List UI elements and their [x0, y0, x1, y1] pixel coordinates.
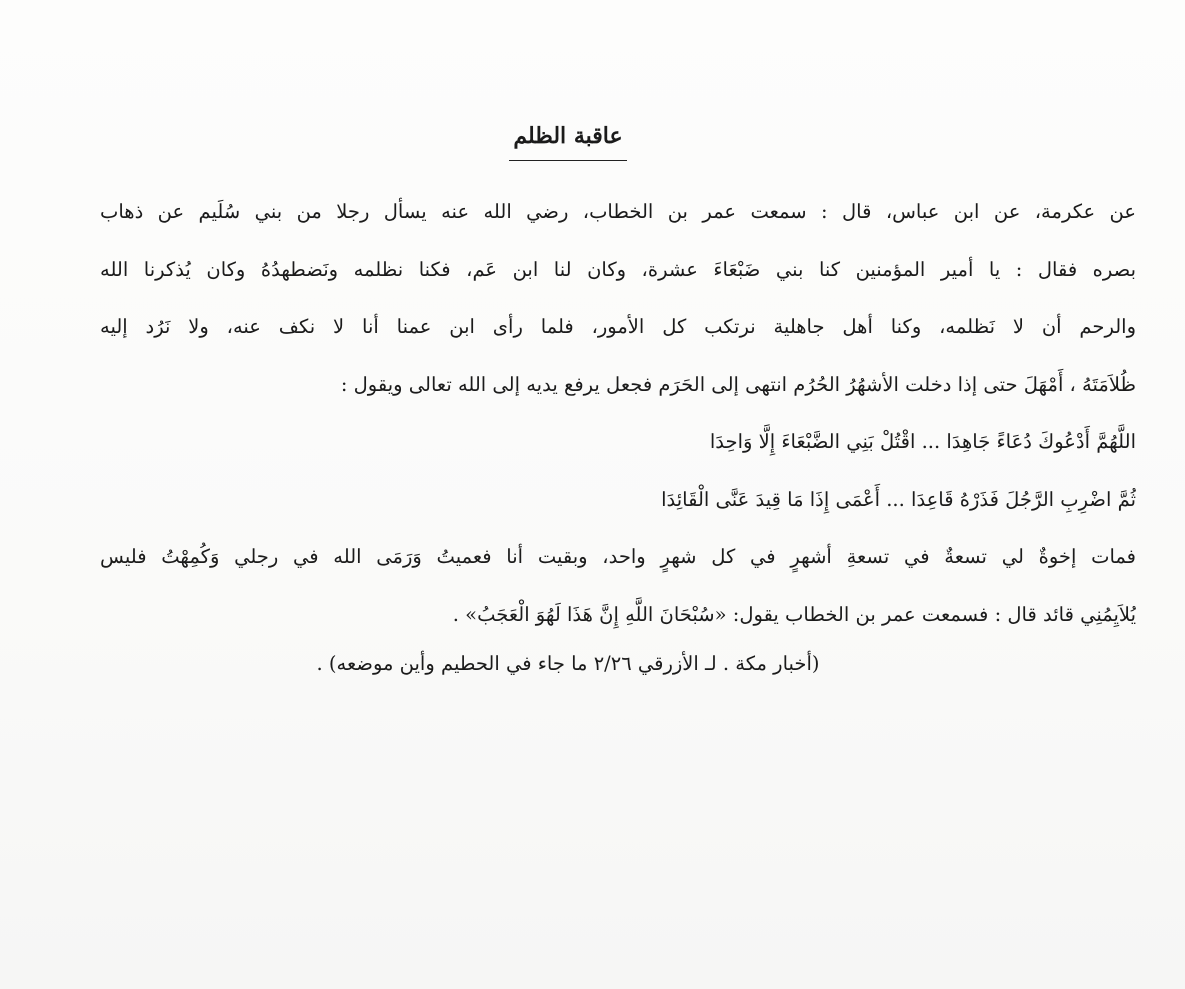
poem-line: ثُمَّ اضْرِبِ الرَّجُلَ فَذَرْهُ قَاعِدَا ... أَعْمَى إِذَا مَا قِيدَ عَنَّى الْقَائِدَا: [661, 487, 1136, 511]
document-title: [0, 116, 1136, 161]
text-line: يُلاَيِمُنِي قائد قال : فسمعت عمر بن الخطاب يقول: «سُبْحَانَ اللَّهِ إِنَّ هَذَا لَهُوَ الْعَجَبُ» .: [452, 602, 1136, 626]
text-line: عن عكرمة، عن ابن عباس، قال : سمعت عمر بن الخطاب، رضي الله عنه يسأل رجلا من بني سُلَيم عن ذهاب: [100, 200, 1136, 223]
poem-line: اللَّهُمَّ أَدْعُوكَ دُعَاءً جَاهِدَا ... اقْتُلْ بَنِي الضَّبْعَاءَ إِلَّا وَاحِدَا: [709, 430, 1136, 453]
text-line: ظُلاَمَتَهُ ، أَمْهَلَ حتى إذا دخلت الأشهُرُ الحُرُم انتهى إلى الحَرَم فجعل يرفع يديه إلى الله تعالى ويقول :: [340, 372, 1136, 396]
text-line: فمات إخوةٌ لي تسعةٌ في تسعةِ أشهرٍ في كل شهرٍ واحد، وبقيت أنا فعميتُ وَرَمَى الله في رجلي وَكُمِهْتُ فليس: [100, 545, 1136, 568]
text-line: والرحم أن لا نَظلمه، وكنا أهل جاهلية نرتكب كل الأمور، فلما رأى ابن عمنا أنا لا نكف عنه، ولا نَرُد إليه: [100, 315, 1136, 338]
source-citation: (أخبار مكة . لـ الأزرقي ٢/٢٦ ما جاء في الحطيم وأين موضعه) .: [316, 652, 820, 675]
text-line: بصره فقال : يا أمير المؤمنين كنا بني ضَبْعَاءَ عشرة، وكان لنا ابن عَم، فكنا نظلمه ونَضطهدُهُ وكان يُذكرنا الله: [100, 257, 1136, 281]
title-text: عاقبة الظلم: [509, 116, 626, 161]
body-text: [100, 183, 1136, 643]
